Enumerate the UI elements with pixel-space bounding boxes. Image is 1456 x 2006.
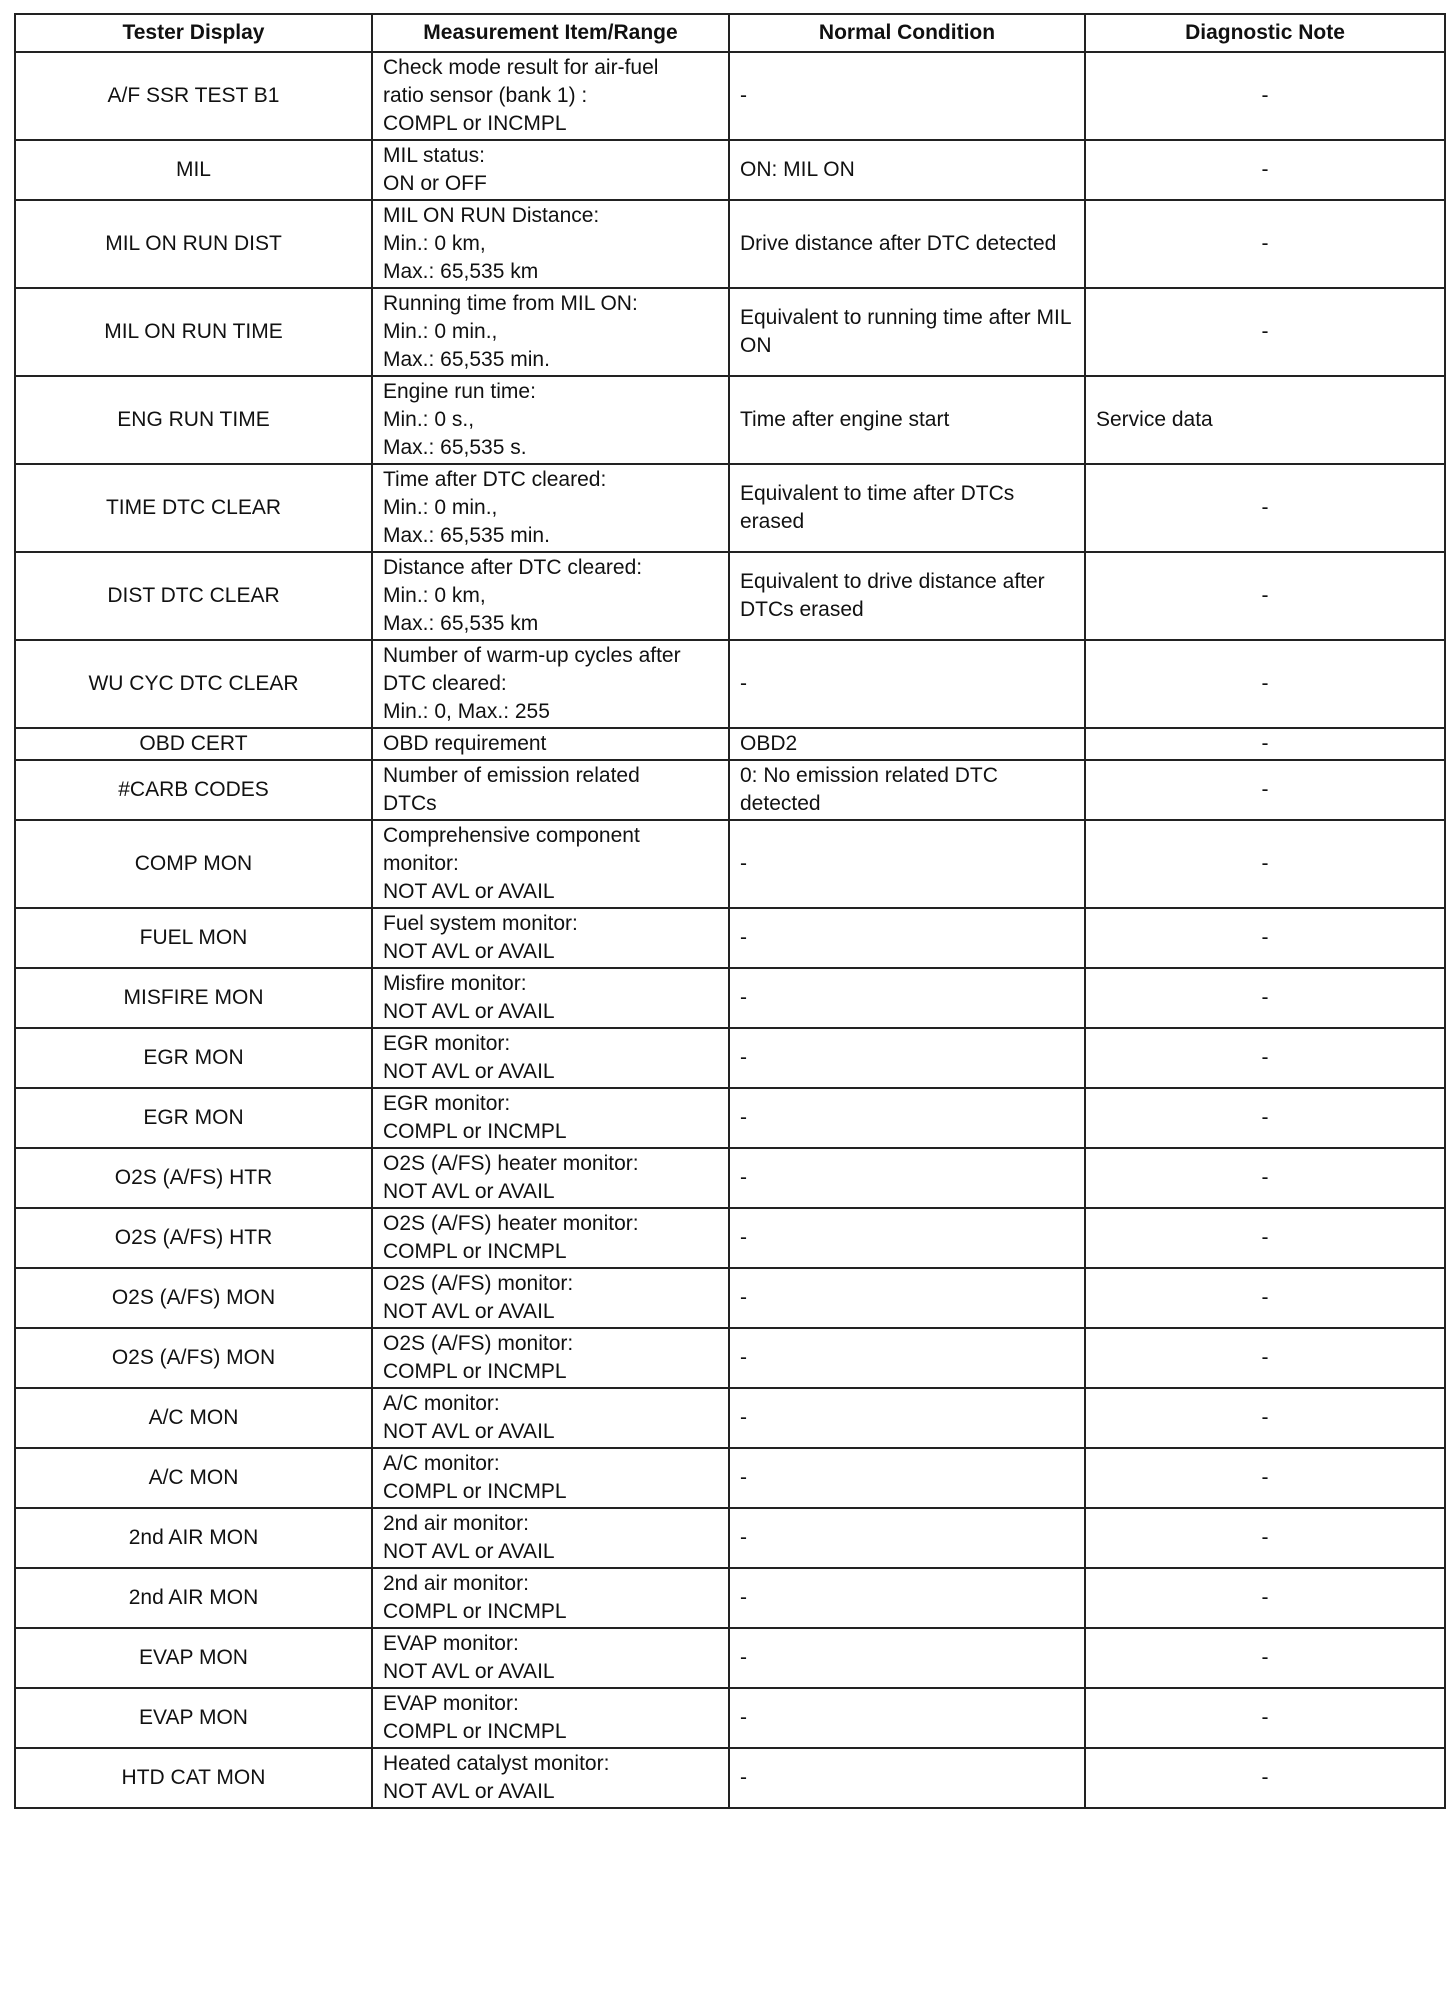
tester-display-cell: O2S (A/FS) MON bbox=[15, 1328, 372, 1388]
table-row bbox=[15, 140, 1445, 200]
table-row bbox=[15, 640, 1445, 728]
diagnostic-note-cell: - bbox=[1085, 200, 1445, 288]
normal-condition-cell: - bbox=[729, 1688, 1085, 1748]
diagnostic-note-cell: - bbox=[1085, 1208, 1445, 1268]
measurement-item-cell: Fuel system monitor: NOT AVL or AVAIL bbox=[372, 908, 729, 968]
table-row bbox=[15, 552, 1445, 640]
normal-condition-cell: OBD2 bbox=[729, 728, 1085, 760]
measurement-item-cell: Distance after DTC cleared: Min.: 0 km, Max.: 65,535 km bbox=[372, 552, 729, 640]
normal-condition-cell: - bbox=[729, 1568, 1085, 1628]
diagnostic-note-cell: - bbox=[1085, 1748, 1445, 1808]
diagnostic-note-cell: - bbox=[1085, 908, 1445, 968]
tester-display-cell: TIME DTC CLEAR bbox=[15, 464, 372, 552]
diagnostic-note-cell: - bbox=[1085, 52, 1445, 140]
tester-display-cell: EGR MON bbox=[15, 1028, 372, 1088]
measurement-item-cell: O2S (A/FS) monitor: COMPL or INCMPL bbox=[372, 1328, 729, 1388]
table-row bbox=[15, 1028, 1445, 1088]
tester-display-cell: DIST DTC CLEAR bbox=[15, 552, 372, 640]
measurement-item-cell: O2S (A/FS) monitor: NOT AVL or AVAIL bbox=[372, 1268, 729, 1328]
header-diagnostic-note: Diagnostic Note bbox=[1085, 14, 1445, 52]
diagnostic-note-cell: - bbox=[1085, 288, 1445, 376]
measurement-item-cell: EVAP monitor: NOT AVL or AVAIL bbox=[372, 1628, 729, 1688]
tester-data-table bbox=[14, 13, 1446, 1809]
measurement-item-cell: EVAP monitor: COMPL or INCMPL bbox=[372, 1688, 729, 1748]
tester-display-cell: MIL ON RUN DIST bbox=[15, 200, 372, 288]
tester-display-cell: 2nd AIR MON bbox=[15, 1508, 372, 1568]
normal-condition-cell: - bbox=[729, 52, 1085, 140]
table-header-row bbox=[15, 14, 1445, 52]
normal-condition-cell: Drive distance after DTC detected bbox=[729, 200, 1085, 288]
diagnostic-note-cell: - bbox=[1085, 140, 1445, 200]
diagnostic-note-cell: - bbox=[1085, 760, 1445, 820]
measurement-item-cell: Heated catalyst monitor: NOT AVL or AVAIL bbox=[372, 1748, 729, 1808]
normal-condition-cell: - bbox=[729, 1328, 1085, 1388]
tester-display-cell: FUEL MON bbox=[15, 908, 372, 968]
tester-display-cell: EGR MON bbox=[15, 1088, 372, 1148]
diagnostic-note-cell: - bbox=[1085, 1568, 1445, 1628]
measurement-item-cell: Time after DTC cleared: Min.: 0 min., Max.: 65,535 min. bbox=[372, 464, 729, 552]
diagnostic-note-cell: - bbox=[1085, 968, 1445, 1028]
measurement-item-cell: Engine run time: Min.: 0 s., Max.: 65,535 s. bbox=[372, 376, 729, 464]
measurement-item-cell: EGR monitor: NOT AVL or AVAIL bbox=[372, 1028, 729, 1088]
table-row bbox=[15, 288, 1445, 376]
diagnostic-note-cell: - bbox=[1085, 1328, 1445, 1388]
normal-condition-cell: - bbox=[729, 1208, 1085, 1268]
table-row bbox=[15, 1088, 1445, 1148]
normal-condition-cell: - bbox=[729, 1748, 1085, 1808]
measurement-item-cell: Number of warm-up cycles after DTC cleared: Min.: 0, Max.: 255 bbox=[372, 640, 729, 728]
measurement-item-cell: MIL status: ON or OFF bbox=[372, 140, 729, 200]
tester-display-cell: A/C MON bbox=[15, 1388, 372, 1448]
normal-condition-cell: - bbox=[729, 1088, 1085, 1148]
tester-display-cell: O2S (A/FS) HTR bbox=[15, 1148, 372, 1208]
normal-condition-cell: - bbox=[729, 1628, 1085, 1688]
measurement-item-cell: Number of emission related DTCs bbox=[372, 760, 729, 820]
diagnostic-note-cell: - bbox=[1085, 1268, 1445, 1328]
diagnostic-note-cell: Service data bbox=[1085, 376, 1445, 464]
diagnostic-note-cell: - bbox=[1085, 1388, 1445, 1448]
measurement-item-cell: O2S (A/FS) heater monitor: COMPL or INCMPL bbox=[372, 1208, 729, 1268]
measurement-item-cell: A/C monitor: COMPL or INCMPL bbox=[372, 1448, 729, 1508]
normal-condition-cell: Time after engine start bbox=[729, 376, 1085, 464]
table-row bbox=[15, 376, 1445, 464]
measurement-item-cell: OBD requirement bbox=[372, 728, 729, 760]
normal-condition-cell: Equivalent to time after DTCs erased bbox=[729, 464, 1085, 552]
normal-condition-cell: - bbox=[729, 1268, 1085, 1328]
normal-condition-cell: - bbox=[729, 640, 1085, 728]
normal-condition-cell: Equivalent to running time after MIL ON bbox=[729, 288, 1085, 376]
table-row bbox=[15, 1448, 1445, 1508]
tester-display-cell: WU CYC DTC CLEAR bbox=[15, 640, 372, 728]
diagnostic-note-cell: - bbox=[1085, 820, 1445, 908]
table-row bbox=[15, 728, 1445, 760]
diagnostic-note-cell: - bbox=[1085, 1028, 1445, 1088]
normal-condition-cell: - bbox=[729, 1508, 1085, 1568]
tester-display-cell: O2S (A/FS) MON bbox=[15, 1268, 372, 1328]
tester-display-cell: MIL ON RUN TIME bbox=[15, 288, 372, 376]
diagnostic-note-cell: - bbox=[1085, 728, 1445, 760]
header-normal-condition: Normal Condition bbox=[729, 14, 1085, 52]
diagnostic-note-cell: - bbox=[1085, 1088, 1445, 1148]
header-measurement-item: Measurement Item/Range bbox=[372, 14, 729, 52]
diagnostic-note-cell: - bbox=[1085, 1148, 1445, 1208]
measurement-item-cell: MIL ON RUN Distance: Min.: 0 km, Max.: 65,535 km bbox=[372, 200, 729, 288]
tester-display-cell: MISFIRE MON bbox=[15, 968, 372, 1028]
table-row bbox=[15, 52, 1445, 140]
diagnostic-note-cell: - bbox=[1085, 1688, 1445, 1748]
diagnostic-note-cell: - bbox=[1085, 464, 1445, 552]
measurement-item-cell: Comprehensive component monitor: NOT AVL or AVAIL bbox=[372, 820, 729, 908]
table-row bbox=[15, 1148, 1445, 1208]
diagnostic-note-cell: - bbox=[1085, 552, 1445, 640]
table-row bbox=[15, 1208, 1445, 1268]
normal-condition-cell: Equivalent to drive distance after DTCs erased bbox=[729, 552, 1085, 640]
normal-condition-cell: 0: No emission related DTC detected bbox=[729, 760, 1085, 820]
measurement-item-cell: 2nd air monitor: COMPL or INCMPL bbox=[372, 1568, 729, 1628]
tester-display-cell: EVAP MON bbox=[15, 1628, 372, 1688]
normal-condition-cell: - bbox=[729, 820, 1085, 908]
tester-display-cell: MIL bbox=[15, 140, 372, 200]
tester-display-cell: HTD CAT MON bbox=[15, 1748, 372, 1808]
measurement-item-cell: Running time from MIL ON: Min.: 0 min., Max.: 65,535 min. bbox=[372, 288, 729, 376]
tester-display-cell: EVAP MON bbox=[15, 1688, 372, 1748]
tester-display-cell: ENG RUN TIME bbox=[15, 376, 372, 464]
table-row bbox=[15, 200, 1445, 288]
header-tester-display: Tester Display bbox=[15, 14, 372, 52]
measurement-item-cell: Misfire monitor: NOT AVL or AVAIL bbox=[372, 968, 729, 1028]
measurement-item-cell: O2S (A/FS) heater monitor: NOT AVL or AVAIL bbox=[372, 1148, 729, 1208]
tester-display-cell: A/F SSR TEST B1 bbox=[15, 52, 372, 140]
tester-display-cell: OBD CERT bbox=[15, 728, 372, 760]
table-row bbox=[15, 908, 1445, 968]
normal-condition-cell: - bbox=[729, 1148, 1085, 1208]
normal-condition-cell: ON: MIL ON bbox=[729, 140, 1085, 200]
tester-display-cell: COMP MON bbox=[15, 820, 372, 908]
table-row bbox=[15, 820, 1445, 908]
tester-display-cell: #CARB CODES bbox=[15, 760, 372, 820]
table-row bbox=[15, 1748, 1445, 1808]
table-row bbox=[15, 1688, 1445, 1748]
data-list-document bbox=[14, 13, 1444, 1809]
tester-display-cell: A/C MON bbox=[15, 1448, 372, 1508]
diagnostic-note-cell: - bbox=[1085, 1628, 1445, 1688]
normal-condition-cell: - bbox=[729, 908, 1085, 968]
measurement-item-cell: 2nd air monitor: NOT AVL or AVAIL bbox=[372, 1508, 729, 1568]
table-row bbox=[15, 760, 1445, 820]
table-row bbox=[15, 1568, 1445, 1628]
table-row bbox=[15, 1508, 1445, 1568]
normal-condition-cell: - bbox=[729, 1448, 1085, 1508]
diagnostic-note-cell: - bbox=[1085, 1508, 1445, 1568]
table-row bbox=[15, 464, 1445, 552]
table-row bbox=[15, 1388, 1445, 1448]
diagnostic-note-cell: - bbox=[1085, 1448, 1445, 1508]
diagnostic-note-cell: - bbox=[1085, 640, 1445, 728]
normal-condition-cell: - bbox=[729, 968, 1085, 1028]
table-row bbox=[15, 968, 1445, 1028]
measurement-item-cell: EGR monitor: COMPL or INCMPL bbox=[372, 1088, 729, 1148]
tester-display-cell: 2nd AIR MON bbox=[15, 1568, 372, 1628]
table-row bbox=[15, 1628, 1445, 1688]
normal-condition-cell: - bbox=[729, 1388, 1085, 1448]
tester-display-cell: O2S (A/FS) HTR bbox=[15, 1208, 372, 1268]
table-row bbox=[15, 1268, 1445, 1328]
normal-condition-cell: - bbox=[729, 1028, 1085, 1088]
measurement-item-cell: A/C monitor: NOT AVL or AVAIL bbox=[372, 1388, 729, 1448]
table-row bbox=[15, 1328, 1445, 1388]
measurement-item-cell: Check mode result for air-fuel ratio sensor (bank 1) : COMPL or INCMPL bbox=[372, 52, 729, 140]
